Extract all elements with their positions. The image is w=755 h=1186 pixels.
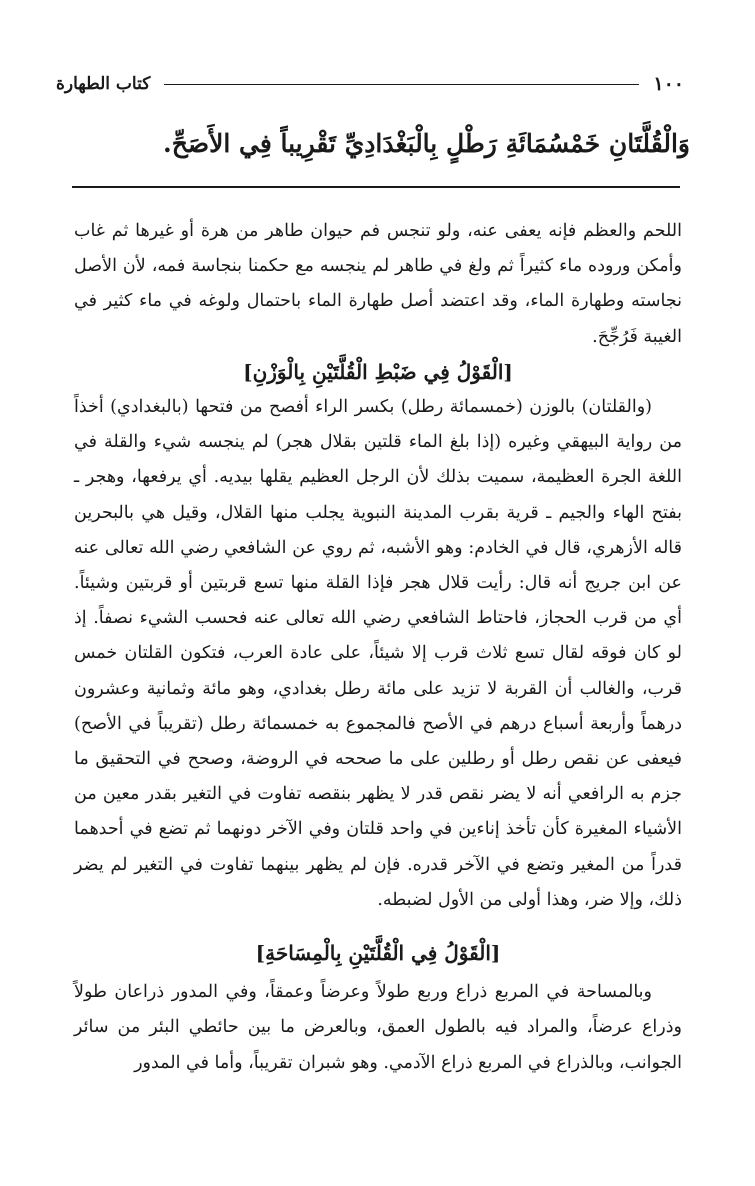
section-heading-area: [الْقَوْلُ فِي الْقُلَّتَيْنِ بِالْمِسَاحَةِ] (255, 941, 501, 966)
book-title: كتاب الطهارة (56, 74, 151, 94)
page-number: ١٠٠ (653, 73, 684, 95)
header-rule (164, 84, 639, 85)
paragraph-1: اللحم والعظم فإنه يعفى عنه، ولو تنجس فم حيوان طاهر من هرة أو غيرها ثم غاب وأمكن وروده ماء كثيراً ثم ولغ في طاهر لم ينجسه مع حكمنا بنجاسة فمه، لأن الأصل نجاسته وطهارة الماء، وقد اعتضد أصل طهارة الماء باحتمال ولوغه في ماء كثير في الغيبة فَرُجِّحَ. (74, 221, 682, 347)
commentary-body (74, 214, 682, 1081)
paragraph-3: وبالمساحة في المربع ذراع وربع طولاً وعرضاً وعمقاً، وفي المدور ذراعان طولاً وذراع عرضاً، والمراد فيه بالطول العمق، وبالعرض ما بين حائطي البئر من سائر الجوانب، وبالذراع في المربع ذراع الآدمي. وهو شبران تقريباً، وأما في المدور (74, 982, 682, 1073)
matn-text: وَالْقُلَّتَانِ خَمْسُمَائَةِ رَطْلٍ بِالْبَغْدَادِيِّ تَقْرِيباً فِي الأَصَحِّ. (163, 129, 690, 158)
matn-separator-rule (72, 186, 680, 188)
running-header (56, 70, 684, 98)
paragraph-2: (والقلتان) بالوزن (خمسمائة رطل) بكسر الراء أفصح من فتحها (بالبغدادي) أخذاً من رواية البيهقي وغيره (إذا بلغ الماء قلتين بقلال هجر) لم ينجسه شيء والقلة في اللغة الجرة العظيمة، سميت بذلك لأن الرجل العظيم يقلها بيديه. أي يرفعها، وهجر ـ بفتح الهاء والجيم ـ قرية بقرب المدينة النبوية يجلب منها القلال، وقيل هي بالبحرين قاله الأزهري، قال في الخادم: وهو الأشبه، ثم روي عن الشافعي رضي الله تعالى عنه عن ابن جريج أنه قال: رأيت قلال هجر فإذا القلة منها تسع قربتين أو قربتين وشيئاً. أي من قرب الحجاز، فاحتاط الشافعي رضي الله تعالى عنه فحسب الشيء نصفاً. إذ لو كان فوقه لقال تسع ثلاث قرب إلا شيئاً، على عادة العرب، فتكون القلتان خمس قرب، والغالب أن القربة لا تزيد على مائة رطل بغدادي، وهو مائة وثمانية وعشرون درهماً وأربعة أسباع درهم في الأصح فالمجموع به خمسمائة رطل (تقريباً في الأصح) فيعفى عن نقص رطل أو رطلين على ما صححه في الروضة، وصحح في التحقيق ما جزم به الرافعي أنه لا يضر نقص قدر لا يظهر بنقصه تفاوت في التغير بقدر معين من الأشياء المغيرة كأن تأخذ إناءين في واحد قلتان وفي الآخر دونهما ثم تضع في أحدهما قدراً من المغير وتضع في الآخر قدره. فإن لم يظهر بينهما تفاوت في التغير لم يضر ذلك، وإلا ضر، وهذا أولى من الأول لضبطه. (74, 397, 682, 910)
section-heading-weight: [الْقَوْلُ فِي ضَبْطِ الْقُلَّتَيْنِ بِالْوَزْنِ] (243, 359, 513, 384)
